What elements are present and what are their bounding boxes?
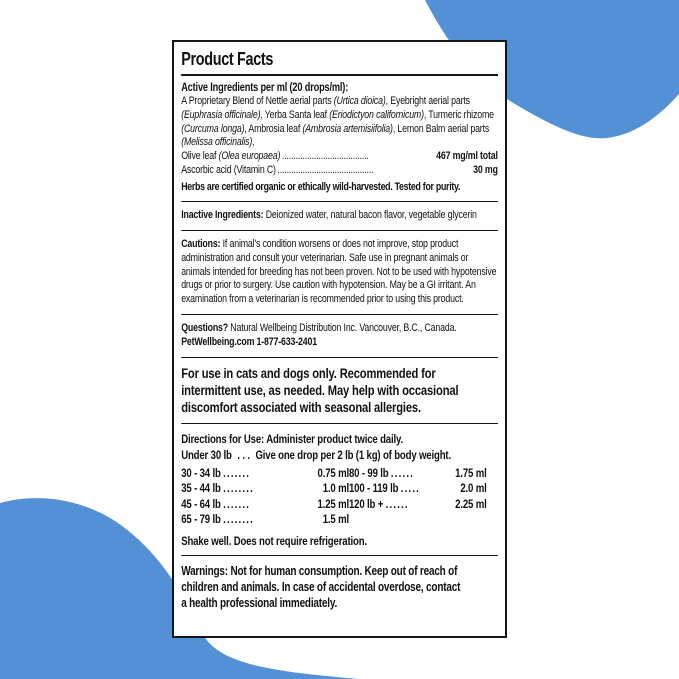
product-facts-panel xyxy=(172,40,507,638)
directions-section xyxy=(181,431,498,548)
dosage-row xyxy=(349,481,498,497)
dose-value: 2.25 ml xyxy=(455,496,487,511)
text-segment: , Ambrosia leaf xyxy=(244,122,303,135)
weight-range: 65 - 79 lb xyxy=(181,512,221,527)
ingredient-amount-row xyxy=(181,164,498,178)
dot-leader: ....... xyxy=(223,496,251,511)
divider xyxy=(181,74,498,76)
weight-range: 100 - 119 lb xyxy=(348,481,399,496)
dosage-row xyxy=(181,512,349,528)
dosage-row xyxy=(181,466,349,482)
ingredient-amount: 467 mg/ml total xyxy=(436,150,498,163)
text-segment: , xyxy=(252,136,255,149)
dot-leader: ........ xyxy=(223,481,255,496)
text-segment: , Eyebright aerial parts xyxy=(385,95,470,107)
text-segment: A Proprietary Blend of Nettle aerial parts xyxy=(181,95,334,107)
dot-leader: . . . xyxy=(237,447,250,462)
text-segment: Olive leaf xyxy=(181,150,219,163)
dosage-column-right xyxy=(349,466,498,528)
text-segment: (Euphrasia officinale) xyxy=(181,108,261,121)
dosage-column-left xyxy=(181,466,349,528)
dose-value: 1.75 ml xyxy=(455,465,487,480)
dosage-row xyxy=(181,481,349,497)
questions-section xyxy=(181,322,498,350)
active-ingredients-section xyxy=(181,82,498,194)
text-segment: , Lemon Balm aerial parts xyxy=(392,122,490,135)
dosage-table xyxy=(181,466,498,528)
divider xyxy=(181,423,498,424)
text-segment: , Yerba Santa leaf xyxy=(260,108,330,121)
use-statement: For use in cats and dogs only. Recommended for intermittent use, as needed. May help with occasional discomfort associated with seasonal allergies. xyxy=(181,364,459,415)
weight-range: Under 30 lb xyxy=(181,447,232,462)
under-30lb-row xyxy=(181,447,498,463)
weight-range: 30 - 34 lb xyxy=(181,465,221,480)
weight-range: 80 - 99 lb xyxy=(348,465,389,480)
text-segment: (Urtica dioica) xyxy=(333,95,386,107)
dot-leader: ........ xyxy=(223,512,255,527)
dosage-row xyxy=(349,497,498,513)
dot-leader: ...................................... xyxy=(281,150,369,163)
shake-well-note: Shake well. Does not require refrigeration. xyxy=(181,533,367,548)
divider xyxy=(181,357,498,358)
product-facts-content xyxy=(174,42,505,617)
questions-text: Natural Wellbeing Distribution Inc. Vancouver, B.C., Canada. xyxy=(228,322,457,335)
dot-leader: ...... xyxy=(390,465,415,480)
divider xyxy=(181,230,498,231)
active-ingredients-heading: Active Ingredients per ml (20 drops/ml): xyxy=(181,82,349,94)
questions-line1 xyxy=(181,322,498,336)
text-segment: , Turmeric rhizome xyxy=(423,108,494,121)
dot-leader: ...... xyxy=(385,496,409,511)
dot-leader: ....... xyxy=(223,465,251,480)
dose-value: 0.75 ml xyxy=(317,465,349,480)
questions-lead: Questions? xyxy=(181,322,229,335)
text-segment: (Curcuma longa) xyxy=(181,122,245,135)
text-segment: (Eriodictyon californicum) xyxy=(329,108,424,121)
herbs-certified-note: Herbs are certified organic or ethically wild-harvested. Tested for purity. xyxy=(181,180,461,193)
text-segment: Ascorbic acid (Vitamin C) xyxy=(181,163,276,176)
dot-leader: .......................................... xyxy=(277,163,374,176)
dosage-row xyxy=(181,497,349,513)
divider xyxy=(181,314,498,315)
weight-range: 120 lb + xyxy=(348,496,384,511)
ingredient-name xyxy=(181,150,280,164)
proprietary-blend-text xyxy=(181,95,498,150)
warnings-section xyxy=(181,563,465,611)
divider xyxy=(181,555,498,556)
ingredient-amount: 30 mg xyxy=(473,163,498,176)
panel-title: Product Facts xyxy=(181,49,274,69)
weight-range: 45 - 64 lb xyxy=(181,496,221,511)
inactive-ingredients-text: Deionized water, natural bacon flavor, vegetable glycerin xyxy=(263,209,477,222)
contact-line: PetWellbeing.com 1-877-633-2401 xyxy=(181,335,317,348)
dose-value: 1.0 ml xyxy=(322,481,349,496)
ingredient-amount-row xyxy=(181,150,498,164)
dose-value: 1.25 ml xyxy=(317,496,349,511)
inactive-ingredients-lead: Inactive Ingredients: xyxy=(181,209,264,222)
ingredient-name xyxy=(181,164,276,178)
weight-range: 35 - 44 lb xyxy=(181,481,221,496)
dose-instruction: Give one drop per 2 lb (1 kg) of body weight. xyxy=(255,447,451,462)
cautions-section xyxy=(181,238,498,307)
dot-leader: ..... xyxy=(400,481,421,496)
divider xyxy=(181,201,498,202)
text-segment: (Ambrosia artemisiifolia) xyxy=(302,122,393,135)
dosage-row xyxy=(349,466,498,482)
warnings-text: Not for human consumption. Keep out of reach of children and animals. In case of accidental overdose, contact a health professional immediately. xyxy=(181,563,461,610)
dose-value: 1.5 ml xyxy=(322,512,349,527)
dose-value: 2.0 ml xyxy=(460,481,487,496)
cautions-lead: Cautions: xyxy=(181,238,221,251)
warnings-lead: Warnings: xyxy=(181,563,228,578)
text-segment: (Olea europaea) xyxy=(218,150,281,163)
text-segment: (Melissa officinalis) xyxy=(181,136,253,149)
cautions-text: If animal's condition worsens or does not improve, stop product administration and consult your veterinarian. Safe use in pregnant animals or animals intended for breeding has not been proven. Not to be used with hypotensive drugs or prior to surgery. Use caution with hypotension. May be a GI irritant. An examination from a veterinarian is recommended prior to using this product. xyxy=(181,238,497,306)
inactive-ingredients-section xyxy=(181,209,498,223)
directions-heading: Directions for Use: Administer product twice daily. xyxy=(181,431,403,446)
